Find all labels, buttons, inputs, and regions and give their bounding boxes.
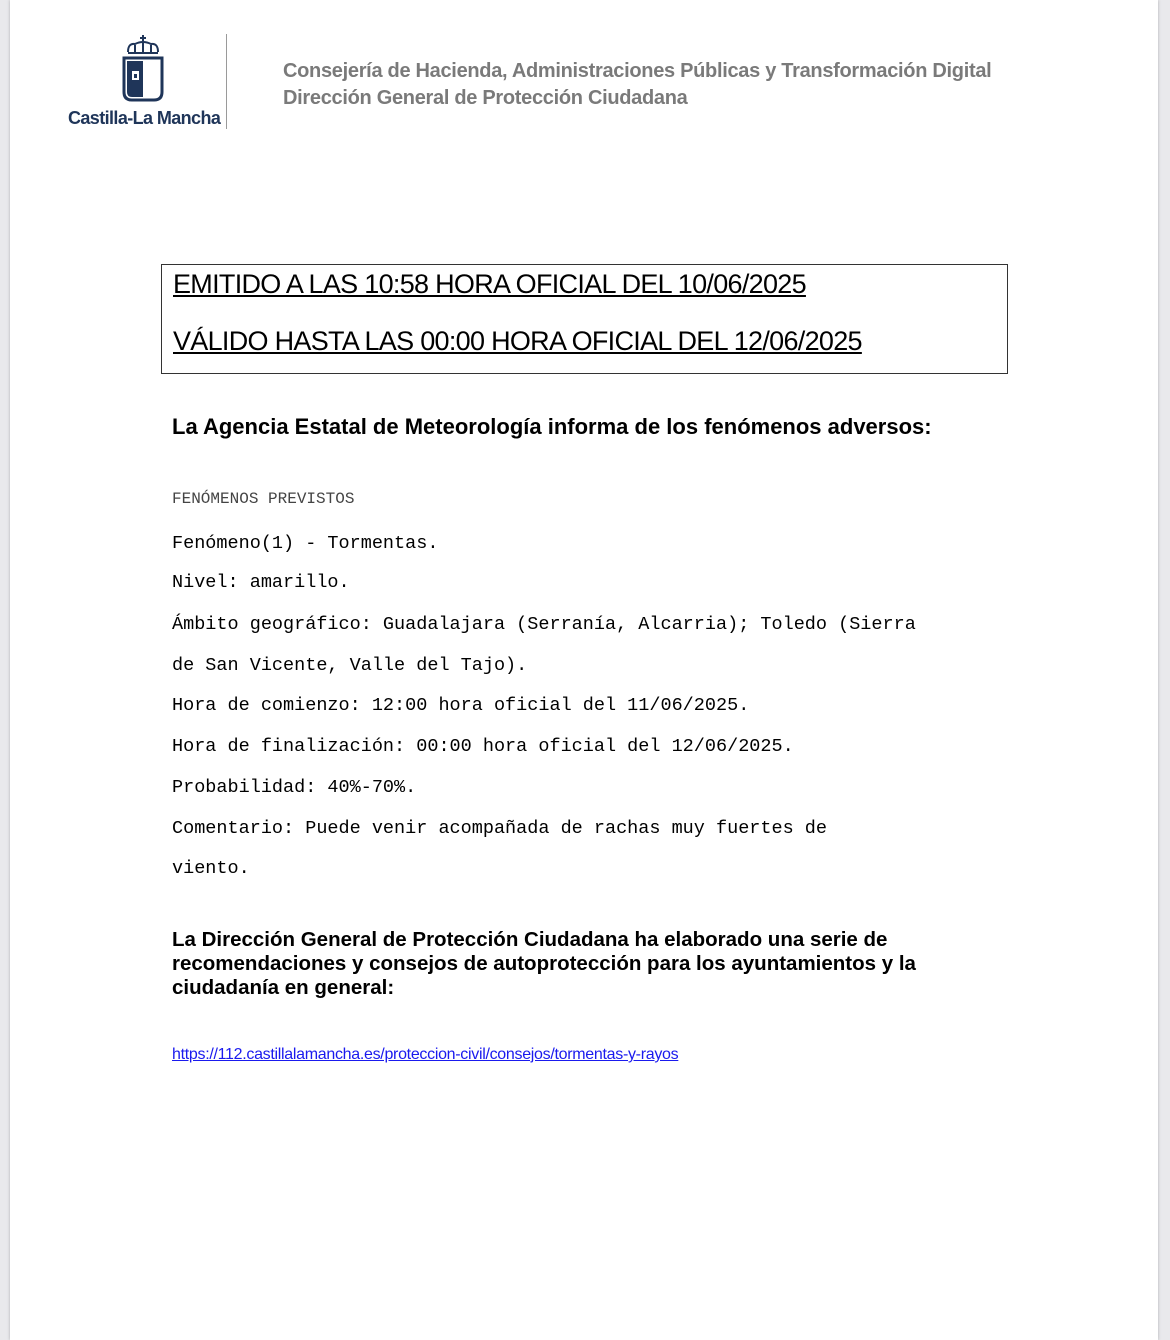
aemet-intro: La Agencia Estatal de Meteorología informa de los fenómenos adversos: — [172, 414, 932, 439]
advice-link[interactable]: https://112.castillalamancha.es/proteccion-civil/consejos/tormentas-y-rayos — [172, 1046, 679, 1063]
probability-line: Probabilidad: 40%-70%. — [172, 777, 417, 798]
logo-text: Castilla-La Mancha — [68, 108, 221, 128]
issued-time: EMITIDO A LAS 10:58 HORA OFICIAL DEL 10/06/2025 — [173, 269, 806, 299]
area-line-cont: de San Vicente, Valle del Tajo). — [172, 655, 528, 676]
recommendations-text: La Dirección General de Protección Ciudadana ha elaborado una serie de recomendaciones y consejos de autoprotección para los ayuntamientos y la ciudadanía en general: — [172, 928, 916, 999]
start-time-line: Hora de comienzo: 12:00 hora oficial del 11/06/2025. — [172, 695, 750, 716]
header-divider — [226, 34, 227, 129]
level-line: Nivel: amarillo. — [172, 572, 350, 593]
area-line: Ámbito geográfico: Guadalajara (Serranía, Alcarria); Toledo (Sierra — [172, 614, 916, 635]
coat-of-arms-icon — [120, 34, 166, 106]
document-page — [10, 0, 1158, 1340]
comment-line: Comentario: Puede venir acompañada de rachas muy fuertes de — [172, 818, 828, 839]
phenomenon-line: Fenómeno(1) - Tormentas. — [172, 533, 439, 554]
valid-until: VÁLIDO HASTA LAS 00:00 HORA OFICIAL DEL 12/06/2025 — [173, 326, 862, 356]
castilla-la-mancha-logo — [68, 34, 221, 134]
department-name: Consejería de Hacienda, Administraciones Públicas y Transformación Digital — [283, 60, 992, 82]
issuance-box — [161, 264, 1008, 374]
phenomena-heading: FENÓMENOS PREVISTOS — [172, 490, 355, 508]
directorate-name: Dirección General de Protección Ciudadana — [283, 87, 688, 109]
end-time-line: Hora de finalización: 00:00 hora oficial del 12/06/2025. — [172, 736, 794, 757]
comment-line-cont: viento. — [172, 858, 250, 879]
